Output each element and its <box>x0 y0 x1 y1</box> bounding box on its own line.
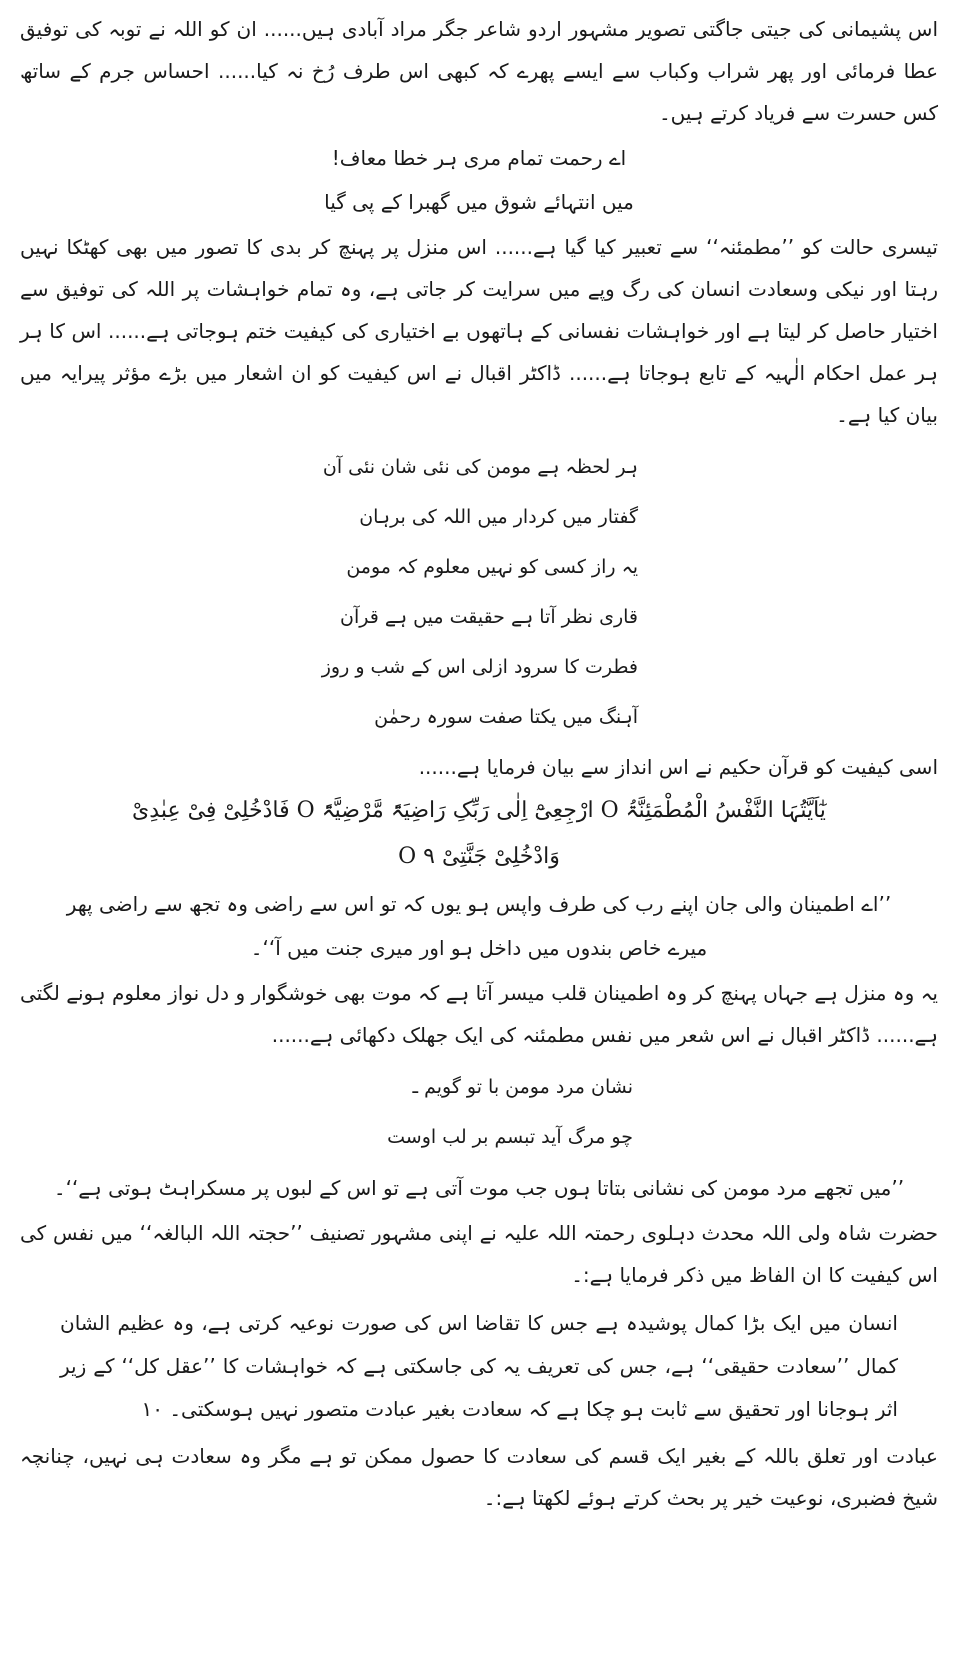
couplet-line: میں انتہائے شوق میں گھبرا کے پی گیا <box>324 190 634 214</box>
poem-iqbal <box>20 442 938 742</box>
translation-line: میرے خاص بندوں میں داخل ہو اور میری جنت میں آ‘‘۔ <box>250 936 708 960</box>
quran-verse <box>20 788 938 880</box>
poem-line: قاری نظر آتا ہے حقیقت میں ہے قرآن <box>340 606 638 628</box>
poem-line: یہ راز کسی کو نہیں معلوم کہ مومن <box>346 556 638 578</box>
paragraph-mutmainna: تیسری حالت کو ’’مطمئنہ‘‘ سے تعبیر کیا گیا ہے...... اس منزل پر پہنچ کر بدی کا تصور میں بھی کھٹکا نہیں رہتا اور نیکی وسعادت انسان کی رگ وپے میں سرایت کر جاتی ہے، وہ تمام خواہشات پر اللہ کی توفیق سے اختیار حاصل کر لیتا ہے اور خواہشات نفسانی کے ہاتھوں بے اختیاری کی کیفیت ختم ہوجاتی ہے...... اس کا ہر ہر عمل احکام الٰہیہ کے تابع ہوجاتا ہے...... ڈاکٹر اقبال نے اس کیفیت کو ان اشعار میں بڑے مؤثر پیرایہ میں بیان کیا ہے۔ <box>20 235 938 427</box>
paragraph-quran-intro: اسی کیفیت کو قرآن حکیم نے اس انداز سے بیان فرمایا ہے...... <box>418 755 938 779</box>
persian-line: چو مرگ آید تبسم بر لب اوست <box>387 1126 633 1148</box>
persian-line <box>20 1062 938 1112</box>
couplet-line: اے رحمت تمام مری ہر خطا معاف! <box>331 146 627 170</box>
couplet-jigar <box>20 136 938 224</box>
paragraph-manzil: یہ وہ منزل ہے جہاں پہنچ کر وہ اطمینان قلب میسر آتا ہے کہ موت بھی خوشگوار و دل نواز معلوم ہونے لگتی ہے...... ڈاکٹر اقبال نے اس شعر میں نفس مطمئنہ کی ایک جھلک دکھائی ہے...... <box>20 981 938 1047</box>
persian-line-text: نشان مرد مومن با تو گویم <box>424 1076 633 1098</box>
persian-couplet <box>20 1062 938 1162</box>
verse-line: وَادْخُلِیْ جَنَّتِیْ O ۹ <box>398 844 560 869</box>
poem-line: ہر لحظہ ہے مومن کی نئی شان نئی آن <box>322 456 638 478</box>
persian-translation: ’’میں تجھے مرد مومن کی نشانی بتاتا ہوں جب موت آتی ہے تو اس کے لبوں پر مسکراہٹ ہوتی ہے‘‘۔ <box>53 1176 905 1200</box>
paragraph-jigar: اس پشیمانی کی جیتی جاگتی تصویر مشہور اردو شاعر جگر مراد آبادی ہیں...... ان کو اللہ نے توبہ کی توفیق عطا فرمائی اور پھر شراب وکباب سے ایسے پھرے کہ کبھی اس طرف رُخ نہ کیا...... احساس جرم کے ساتھ کس حسرت سے فریاد کرتے ہیں۔ <box>20 17 938 125</box>
poem-line: فطرت کا سرود ازلی اس کے شب و روز <box>321 656 638 678</box>
quotation-block: انسان میں ایک بڑا کمال پوشیدہ ہے جس کا تقاضا اس کی صورت نوعیہ کرتی ہے، وہ عظیم الشان کمال ’’سعادت حقیقی‘‘ ہے، جس کی تعریف یہ کی جاسکتی ہے کہ خواہشات کا ’’عقل کل‘‘ کے زیر اثر ہوجانا اور تحقیق سے ثابت ہو چکا ہے کہ سعادت بغیر عبادت متصور نہیں ہوسکتی۔ ۱۰ <box>60 1311 898 1421</box>
verse-translation <box>20 882 938 970</box>
paragraph-ibadat: عبادت اور تعلق باللہ کے بغیر ایک قسم کی سعادت کا حصول ممکن تو ہے مگر وہ سعادت ہی نہیں، چنانچہ شیخ فضبری، نوعیت خیر پر بحث کرتے ہوئے لکھتا ہے:۔ <box>20 1444 938 1510</box>
translation-line: ’’اے اطمینان والی جان اپنے رب کی طرف واپس ہو یوں کہ تو اس سے راضی وہ تجھ سے راضی پھر <box>66 892 892 916</box>
poem-line: آہنگ میں یکتا صفت سورہ رحمٰن <box>374 706 638 728</box>
verse-marker: ـ <box>412 1076 419 1098</box>
poem-line: گفتار میں کردار میں اللہ کی برہان <box>359 506 638 528</box>
paragraph-shah-waliullah: حضرت شاہ ولی اللہ محدث دہلوی رحمتہ اللہ علیہ نے اپنی مشہور تصنیف ’’حجتہ اللہ البالغہ‘‘ میں نفس کی اس کیفیت کا ان الفاظ میں ذکر فرمایا ہے:۔ <box>20 1221 938 1287</box>
verse-line: یٰٓاَیَّتُہَا النَّفْسُ الْمُطْمَئِنَّۃُ O ارْجِعِیْٓ اِلٰی رَبِّکِ رَاضِیَۃً مَّرْضِیَّۃً O فَادْخُلِیْ فِیْ عِبٰدِیْ <box>132 798 826 823</box>
